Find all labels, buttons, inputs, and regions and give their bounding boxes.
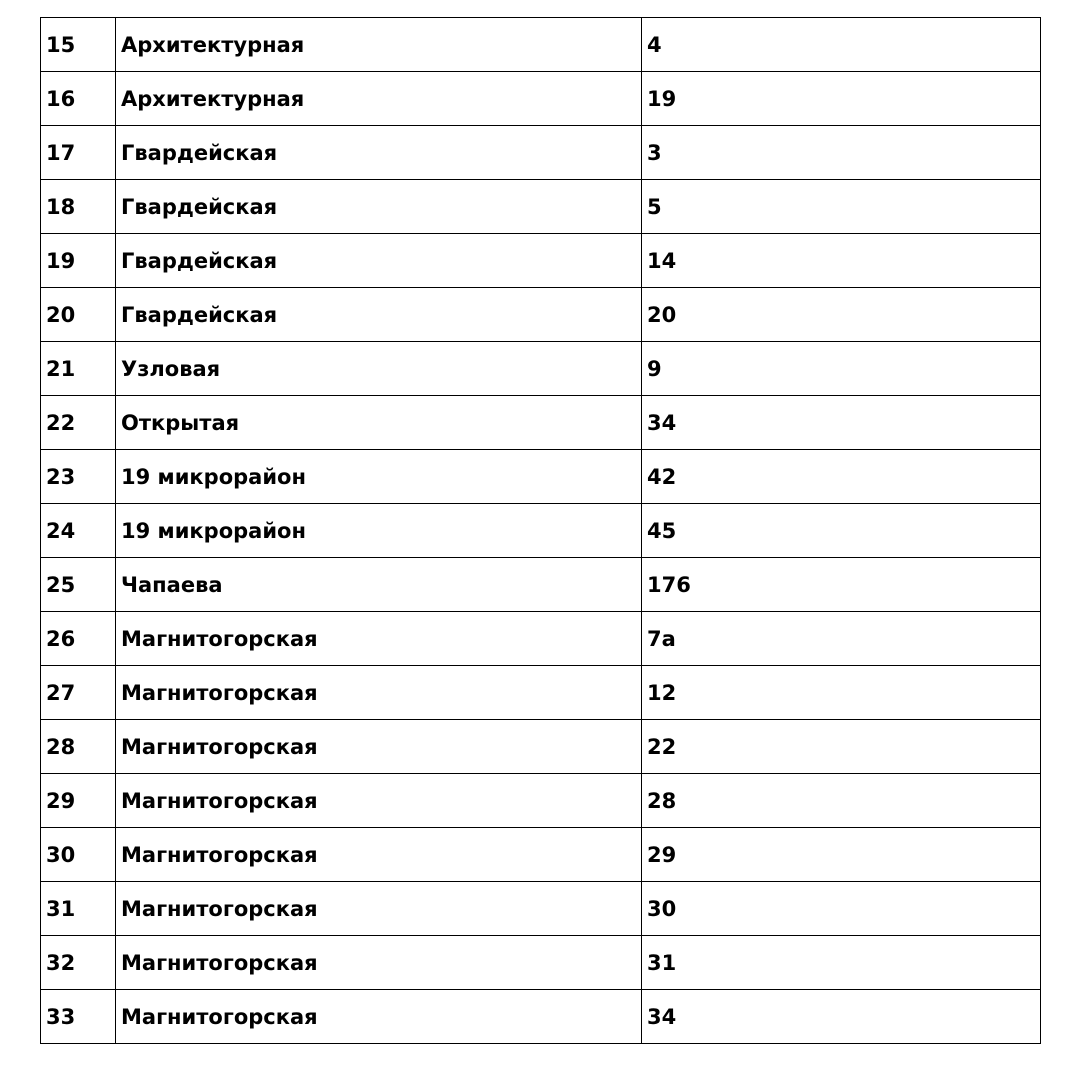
house-number-cell: 20: [642, 288, 1041, 342]
house-number-cell: 3: [642, 126, 1041, 180]
row-number-cell: 21: [41, 342, 116, 396]
row-number-cell: 23: [41, 450, 116, 504]
street-cell: Магнитогорская: [116, 990, 642, 1044]
street-cell: 19 микрорайон: [116, 450, 642, 504]
street-cell: Магнитогорская: [116, 612, 642, 666]
row-number-cell: 18: [41, 180, 116, 234]
table-row: [41, 666, 1041, 720]
house-number-cell: 12: [642, 666, 1041, 720]
row-number-cell: 31: [41, 882, 116, 936]
table-row: [41, 342, 1041, 396]
table-row: [41, 504, 1041, 558]
street-cell: Гвардейская: [116, 288, 642, 342]
house-number-cell: 34: [642, 990, 1041, 1044]
street-cell: Архитектурная: [116, 18, 642, 72]
row-number-cell: 33: [41, 990, 116, 1044]
table-row: [41, 558, 1041, 612]
street-cell: Магнитогорская: [116, 666, 642, 720]
table-row: [41, 612, 1041, 666]
street-cell: Открытая: [116, 396, 642, 450]
table-row: [41, 288, 1041, 342]
street-cell: Магнитогорская: [116, 774, 642, 828]
table-row: [41, 72, 1041, 126]
street-cell: Гвардейская: [116, 180, 642, 234]
house-number-cell: 45: [642, 504, 1041, 558]
row-number-cell: 28: [41, 720, 116, 774]
street-cell: Магнитогорская: [116, 936, 642, 990]
street-cell: Гвардейская: [116, 234, 642, 288]
row-number-cell: 27: [41, 666, 116, 720]
house-number-cell: 29: [642, 828, 1041, 882]
street-cell: Чапаева: [116, 558, 642, 612]
table-row: [41, 18, 1041, 72]
street-cell: Гвардейская: [116, 126, 642, 180]
table-row: [41, 882, 1041, 936]
table-row: [41, 774, 1041, 828]
house-number-cell: 30: [642, 882, 1041, 936]
table-row: [41, 990, 1041, 1044]
house-number-cell: 34: [642, 396, 1041, 450]
row-number-cell: 30: [41, 828, 116, 882]
house-number-cell: 7а: [642, 612, 1041, 666]
house-number-cell: 19: [642, 72, 1041, 126]
row-number-cell: 24: [41, 504, 116, 558]
house-number-cell: 22: [642, 720, 1041, 774]
street-cell: Магнитогорская: [116, 882, 642, 936]
house-number-cell: 14: [642, 234, 1041, 288]
house-number-cell: 9: [642, 342, 1041, 396]
row-number-cell: 32: [41, 936, 116, 990]
street-cell: Узловая: [116, 342, 642, 396]
row-number-cell: 19: [41, 234, 116, 288]
table-row: [41, 450, 1041, 504]
row-number-cell: 26: [41, 612, 116, 666]
table-row: [41, 234, 1041, 288]
house-number-cell: 176: [642, 558, 1041, 612]
street-cell: Магнитогорская: [116, 828, 642, 882]
house-number-cell: 31: [642, 936, 1041, 990]
address-table: [40, 17, 1041, 1044]
house-number-cell: 5: [642, 180, 1041, 234]
table-row: [41, 180, 1041, 234]
table-row: [41, 936, 1041, 990]
house-number-cell: 28: [642, 774, 1041, 828]
house-number-cell: 4: [642, 18, 1041, 72]
address-table-body: [41, 18, 1041, 1044]
row-number-cell: 20: [41, 288, 116, 342]
street-cell: Магнитогорская: [116, 720, 642, 774]
table-row: [41, 396, 1041, 450]
row-number-cell: 17: [41, 126, 116, 180]
row-number-cell: 25: [41, 558, 116, 612]
street-cell: Архитектурная: [116, 72, 642, 126]
street-cell: 19 микрорайон: [116, 504, 642, 558]
row-number-cell: 15: [41, 18, 116, 72]
row-number-cell: 16: [41, 72, 116, 126]
address-table-page: [40, 17, 1040, 1063]
row-number-cell: 29: [41, 774, 116, 828]
table-row: [41, 126, 1041, 180]
table-row: [41, 828, 1041, 882]
house-number-cell: 42: [642, 450, 1041, 504]
row-number-cell: 22: [41, 396, 116, 450]
table-row: [41, 720, 1041, 774]
